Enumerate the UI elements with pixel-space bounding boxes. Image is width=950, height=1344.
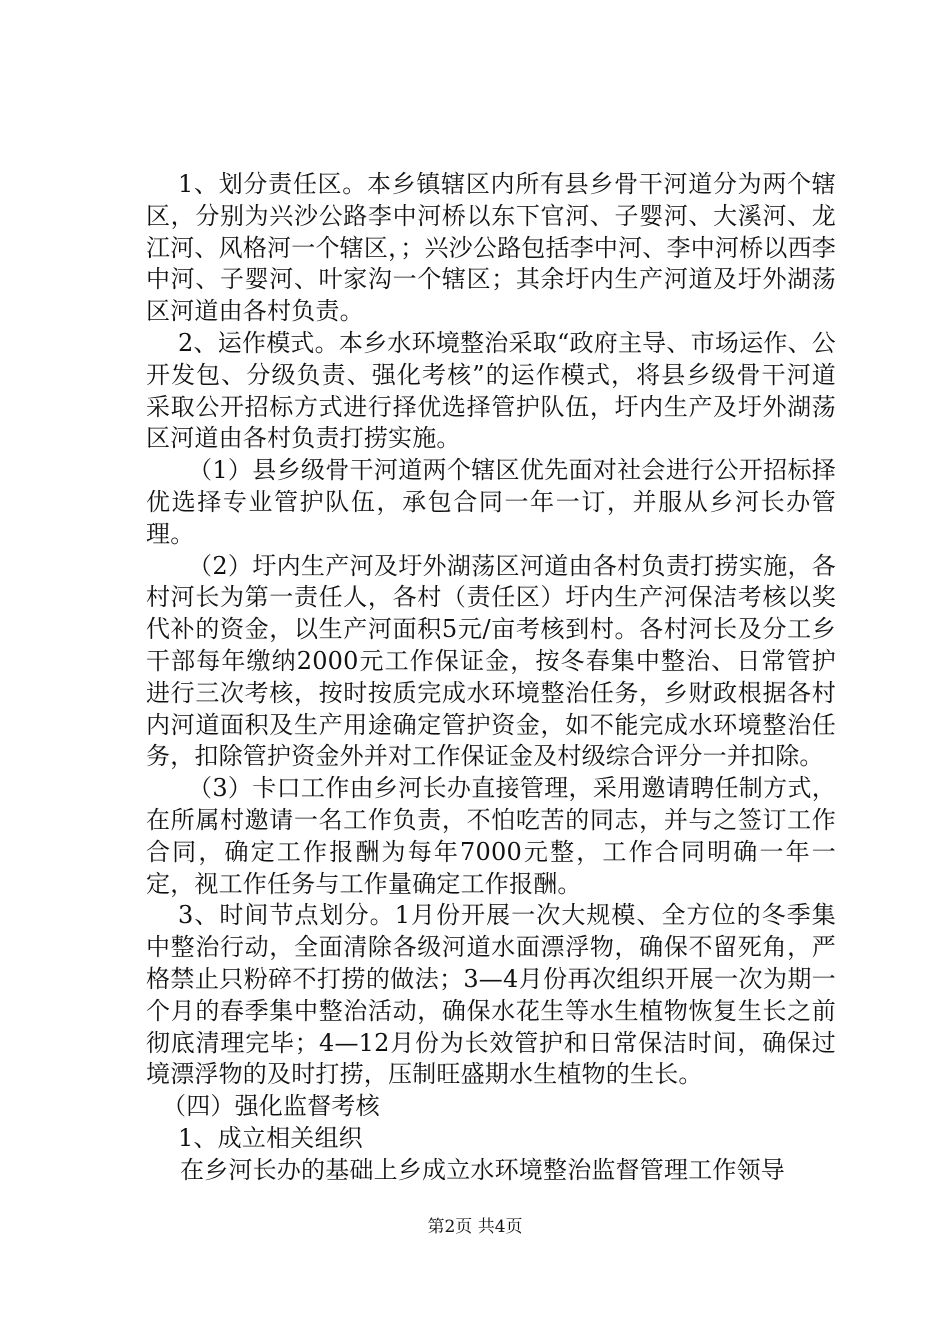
paragraph-item-3-checkpoints: （3）卡口工作由乡河长办直接管理，采用邀请聘任制方式，在所属村邀请一名工作负责，不怕吃苦的同志，并与之签订工作合同，确定工作报酬为每年7000元整，工作合同明确一年一定，视工作任务与工作量确定工作报酬。 (146, 774, 836, 898)
paragraph-time-schedule: 3、时间节点划分。1月份开展一次大规模、全方位的冬季集中整治行动，全面清除各级河道水面漂浮物，确保不留死角，严格禁止只粉碎不打捞的做法；3—4月份再次组织开展一次为期一个月的春季集中整治活动，确保水花生等水生植物恢复生长之前彻底清理完毕；4—12月份为长效管护和日常保洁时间，确保过境漂浮物的及时打捞，压制旺盛期水生植物的生长。 (146, 901, 836, 1089)
document-body (146, 169, 836, 1187)
paragraph-leadership-group: 在乡河长办的基础上乡成立水环境整治监督管理工作领导 (180, 1155, 785, 1184)
page-number: 第2页 共4页 (427, 1217, 523, 1237)
paragraph-operation-mode: 2、运作模式。本乡水环境整治采取“政府主导、市场运作、公开发包、分级负责、强化考核”的运作模式，将县乡级骨干河道采取公开招标方式进行择优选择管护队伍，圩内生产及圩外湖荡区河道由各村负责打捞实施。 (146, 328, 836, 453)
paragraph-item-1-backbone-rivers: （1）县乡级骨干河道两个辖区优先面对社会进行公开招标择优选择专业管护队伍，承包合同一年一订，并服从乡河长办管理。 (146, 456, 836, 548)
paragraph-responsibility-zones: 1、划分责任区。本乡镇辖区内所有县乡骨干河道分为两个辖区，分别为兴沙公路李中河桥以东下官河、子婴河、大溪河、龙江河、风格河一个辖区，；兴沙公路包括李中河、李中河桥以西李中河、子婴河、叶家沟一个辖区；其余圩内生产河道及圩外湖荡区河道由各村负责。 (146, 170, 836, 326)
paragraph-item-2-village-rivers: （2）圩内生产河及圩外湖荡区河道由各村负责打捞实施，各村河长为第一责任人，各村（责任区）圩内生产河保洁考核以奖代补的资金，以生产河面积5元/亩考核到村。各村河长及分工乡干部每年缴纳2000元工作保证金，按冬春集中整治、日常管护进行三次考核，按时按质完成水环境整治任务，乡财政根据各村内河道面积及生产用途确定管护资金，如不能完成水环境整治任务，扣除管护资金外并对工作保证金及村级综合评分一并扣除。 (146, 551, 836, 771)
subheading-organization: 1、成立相关组织 (178, 1123, 363, 1152)
page-footer (0, 1216, 950, 1238)
section-heading-supervision: （四）强化监督考核 (162, 1092, 380, 1121)
